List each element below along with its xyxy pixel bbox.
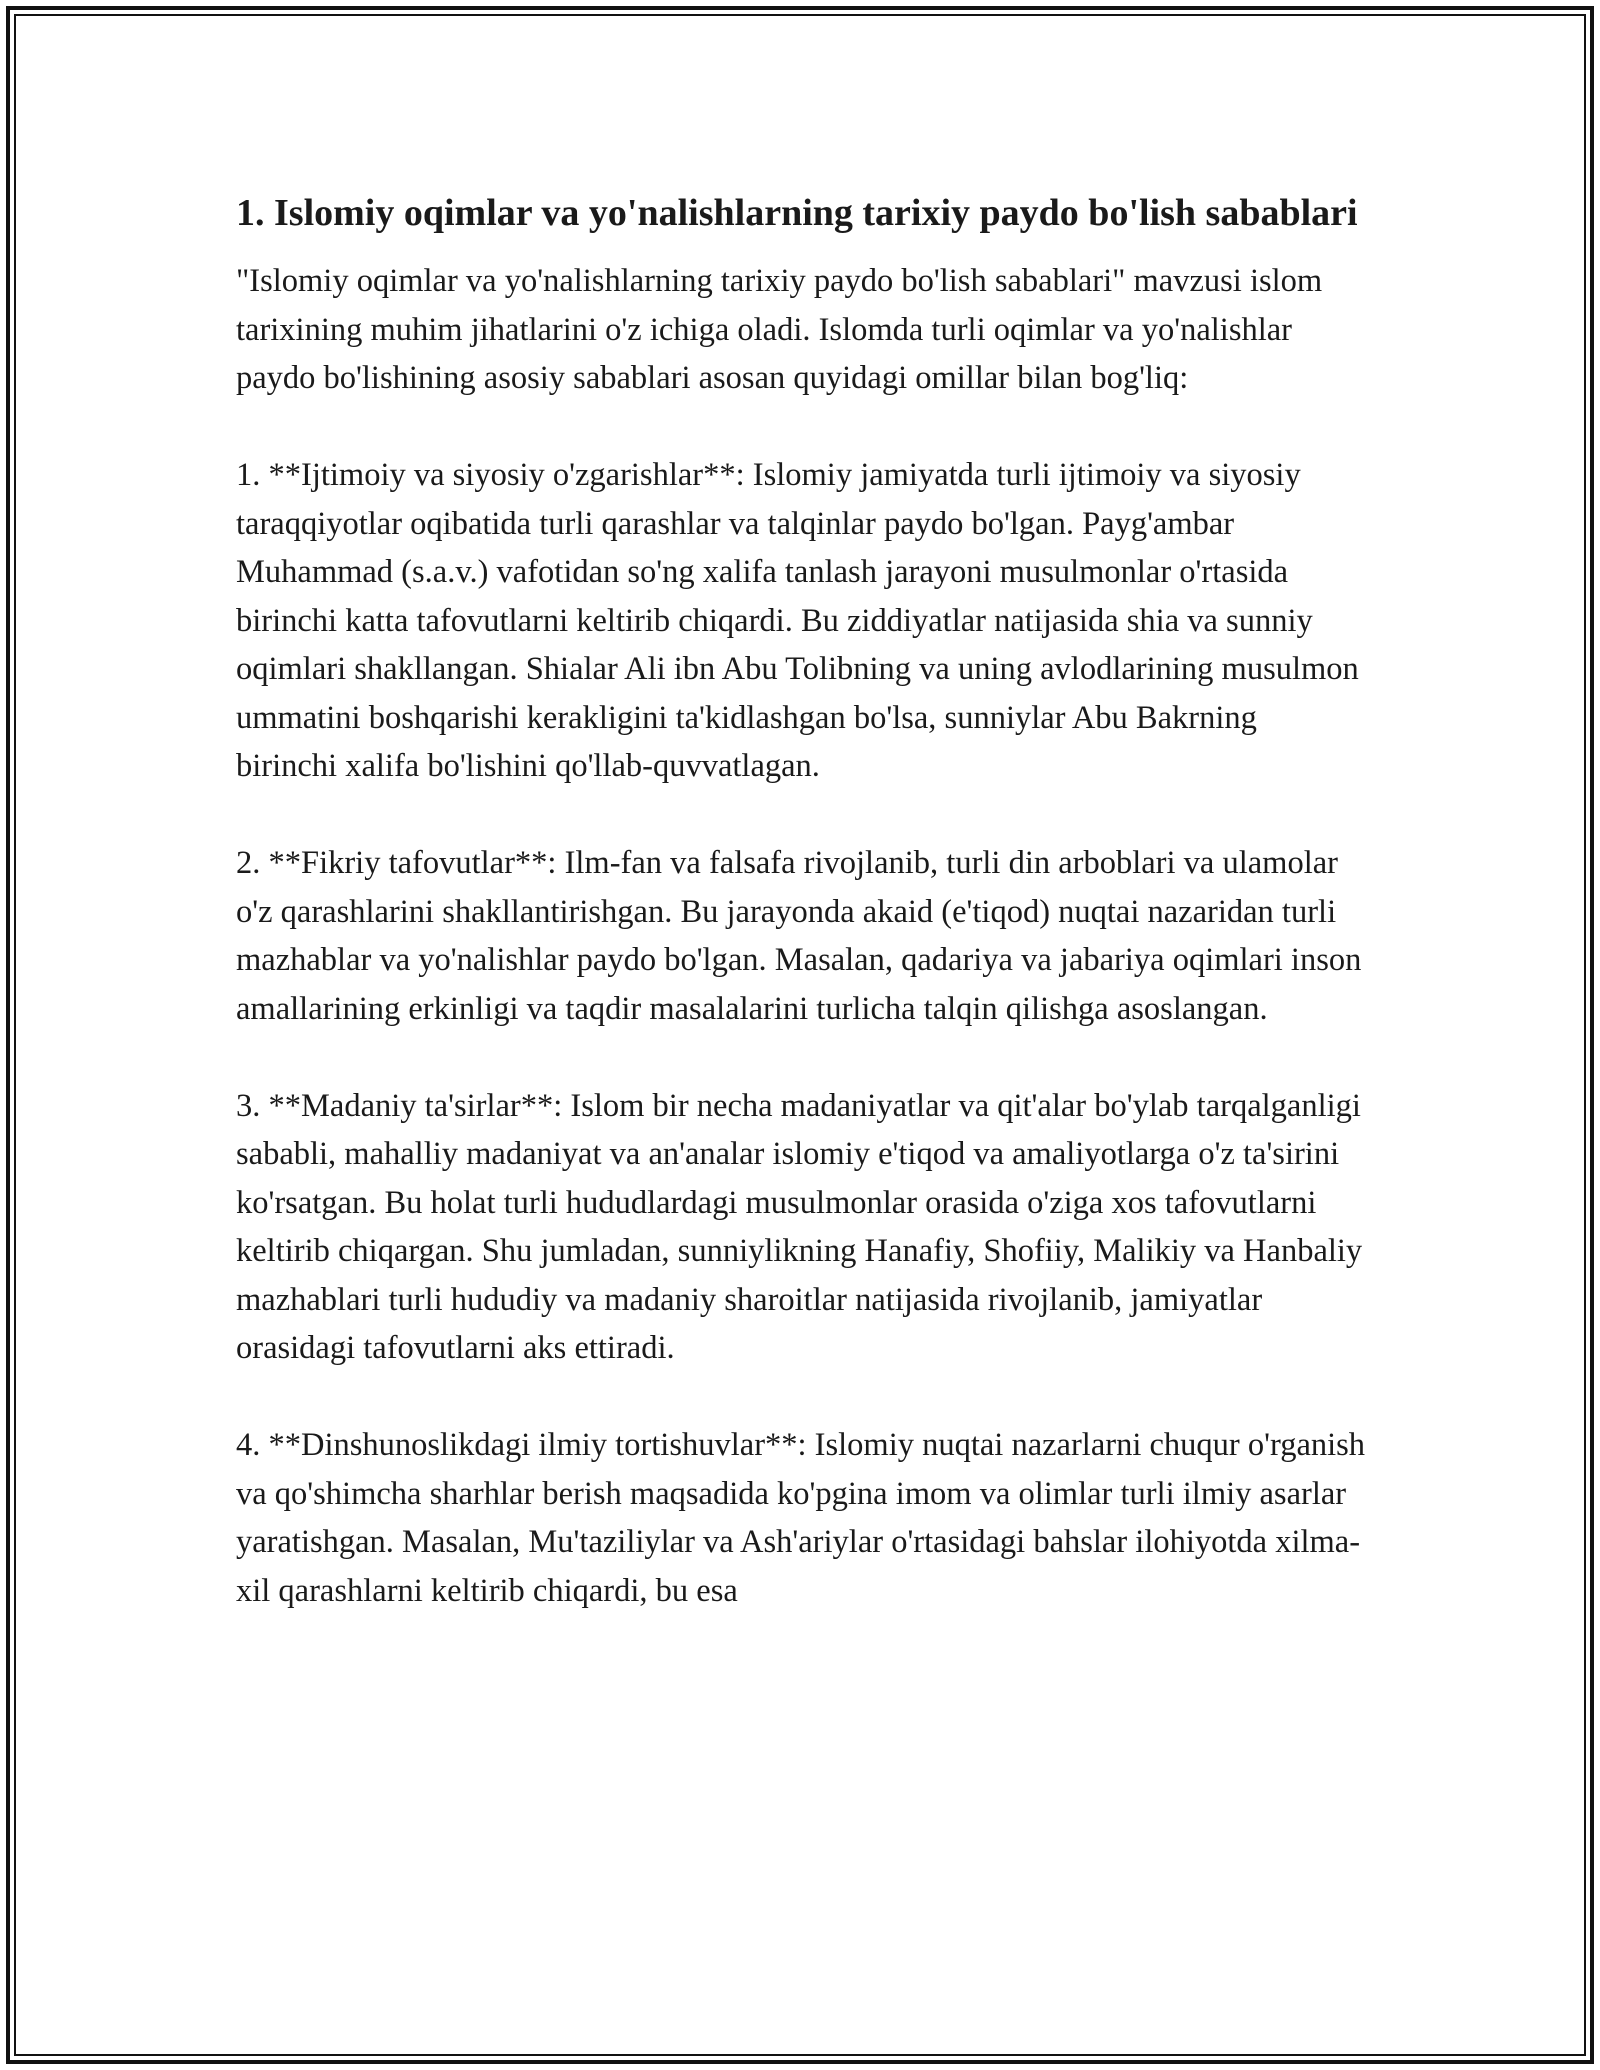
point-3-paragraph: 3. **Madaniy ta'sirlar**: Islom bir necha madaniyatlar va qit'alar bo'ylab tarqalganligi sababli, mahalliy madaniyat va an'analar islomiy e'tiqod va amaliyotlarga o'z ta'sirini ko'rsatgan. Bu holat turli hududlardagi musulmonlar orasida o'ziga xos tafovutlarni keltirib chiqargan. Shu jumladan, sunniylikning Hanafiy, Shofiiy, Malikiy va Hanbaliy mazhablari turli hududiy va madaniy sharoitlar natijasida rivojlanib, jamiyatlar orasidagi tafovutlarni aks ettiradi. <box>236 1087 1363 1366</box>
document-body <box>236 186 1366 1615</box>
point-2-paragraph: 2. **Fikriy tafovutlar**: Ilm-fan va falsafa rivojlanib, turli din arboblari va ulamolar o'z qarashlarini shakllantirishgan. Bu jarayonda akaid (e'tiqod) nuqtai nazaridan turli mazhablar va yo'nalishlar paydo bo'lgan. Masalan, qadariya va jabariya oqimlari inson amallarining erkinligi va taqdir masalalarini turlicha talqin qilishga asoslangan. <box>236 845 1362 1027</box>
section-heading: 1. Islomiy oqimlar va yo'nalishlarning tarixiy paydo bo'lish sabablari <box>236 192 1358 234</box>
point-1-paragraph: 1. **Ijtimoiy va siyosiy o'zgarishlar**: Islomiy jamiyatda turli ijtimoiy va siyosiy taraqqiyotlar oqibatida turli qarashlar va talqinlar paydo bo'lgan. Payg'ambar Muhammad (s.a.v.) vafotidan so'ng xalifa tanlash jarayoni musulmonlar o'rtasida birinchi katta tafovutlarni keltirib chiqardi. Bu ziddiyatlar natijasida shia va sunniy oqimlari shakllangan. Shialar Ali ibn Abu Tolibning va uning avlodlarining musulmon ummatini boshqarishi kerakligini ta'kidlashgan bo'lsa, sunniylar Abu Bakrning birinchi xalifa bo'lishini qo'llab-quvvatlagan. <box>236 457 1359 784</box>
intro-paragraph: "Islomiy oqimlar va yo'nalishlarning tarixiy paydo bo'lish sabablari" mavzusi islom tarixining muhim jihatlarini o'z ichiga oladi. Islomda turli oqimlar va yo'nalishlar paydo bo'lishining asosiy sabablari asosan quyidagi omillar bilan bog'liq: <box>236 263 1323 396</box>
point-4-paragraph: 4. **Dinshunoslikdagi ilmiy tortishuvlar**: Islomiy nuqtai nazarlarni chuqur o'rganish va qo'shimcha sharhlar berish maqsadida ko'pgina imom va olimlar turli ilmiy asarlar yaratishgan. Masalan, Mu'taziliylar va Ash'ariylar o'rtasidagi bahslar ilohiyotda xilma-xil qarashlarni keltirib chiqardi, bu esa <box>236 1427 1366 1609</box>
